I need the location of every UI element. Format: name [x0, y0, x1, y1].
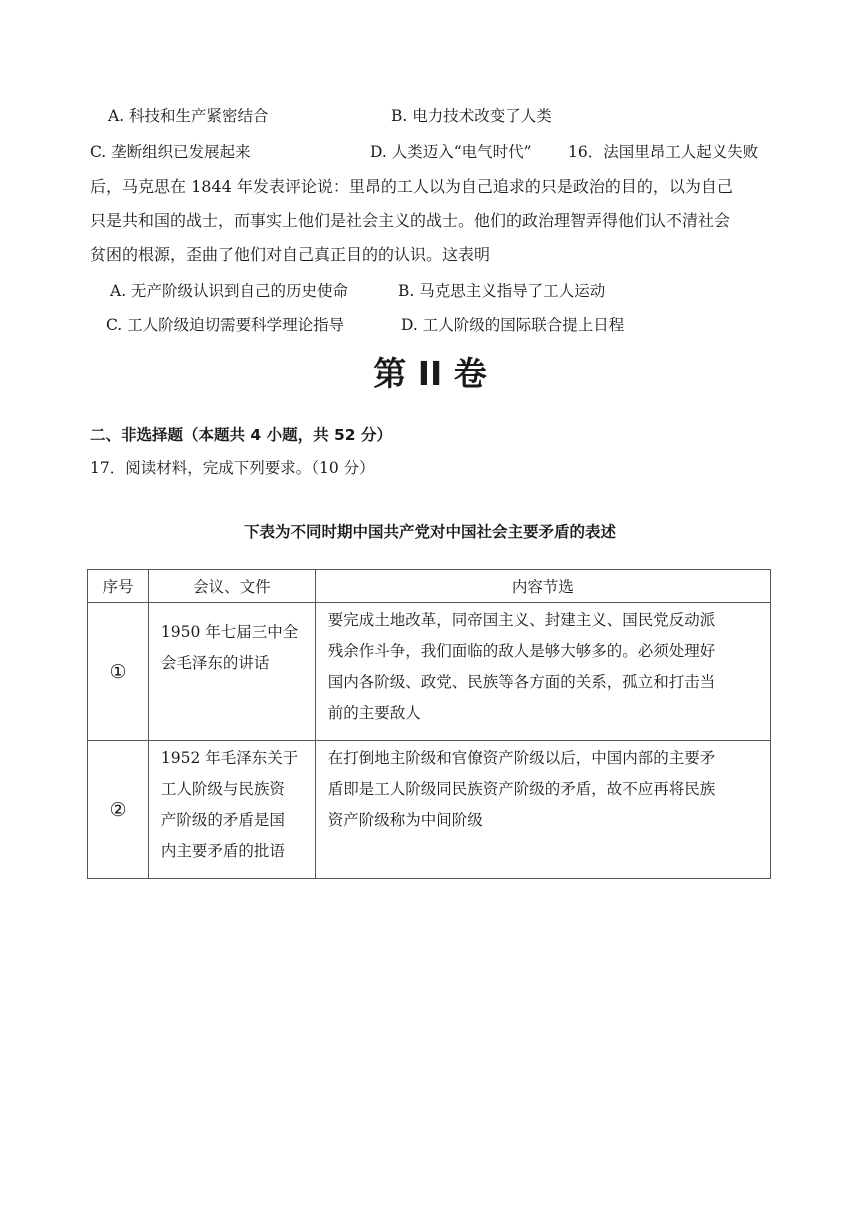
q16-option-a: A. 无产阶级认识到自己的历史使命: [110, 282, 349, 300]
doc-line: 1950 年七届三中全: [160, 623, 299, 641]
row-index: ①: [88, 603, 149, 741]
q15-option-a: A. 科技和生产紧密结合: [108, 107, 269, 125]
q16-option-d: D. 工人阶级的国际联合提上日程: [401, 316, 625, 334]
row-index: ②: [88, 741, 149, 879]
q16-stem-line3: 只是共和国的战士，而事实上他们是社会主义的战士。他们的政治理智弄得他们认不清社会: [90, 211, 731, 230]
table-caption: 下表为不同时期中国共产党对中国社会主要矛盾的表述: [243, 523, 616, 541]
content-line: 国内各阶级、政党、民族等各方面的关系，孤立和打击当: [327, 673, 716, 691]
row-content: [315, 603, 770, 741]
content-line: 前的主要敌人: [327, 704, 421, 722]
header-document: 会议、文件: [148, 570, 315, 603]
q15-option-d: D. 人类迈入“电气时代”: [370, 143, 532, 161]
q16-option-c: C. 工人阶级迫切需要科学理论指导: [106, 316, 345, 334]
q16-stem-line2: 后，马克思在 1844 年发表评论说：里昂的工人以为自己追求的只是政治的目的，以为自己: [90, 177, 733, 196]
table-header-row: [88, 570, 771, 603]
content-line: 要完成土地改革，同帝国主义、封建主义、国民党反动派: [327, 611, 716, 629]
q15-option-b: B. 电力技术改变了人类: [391, 107, 552, 125]
row-document: [148, 603, 315, 741]
q16-option-b: B. 马克思主义指导了工人运动: [398, 282, 606, 300]
header-content: 内容节选: [315, 570, 770, 603]
contradiction-table: [87, 569, 771, 879]
section-title: 二、非选择题（本题共 4 小题，共 52 分）: [90, 426, 392, 444]
content-line: 在打倒地主阶级和官僚资产阶级以后，中国内部的主要矛: [327, 749, 716, 767]
content-line: 资产阶级称为中间阶级: [327, 811, 483, 829]
q16-stem-line1: 16．法国里昂工人起义失败: [568, 143, 759, 161]
table-row: [88, 603, 771, 741]
content-line: 残余作斗争，我们面临的敌人是够大够多的。必须处理好: [327, 642, 716, 660]
doc-line: 会毛泽东的讲话: [160, 654, 270, 672]
header-index: 序号: [88, 570, 149, 603]
row-document: [148, 741, 315, 879]
doc-line: 内主要矛盾的批语: [160, 842, 285, 860]
part-heading: 第 II 卷: [373, 354, 487, 393]
row-content: [315, 741, 770, 879]
doc-line: 产阶级的矛盾是国: [160, 811, 285, 829]
q15-option-c: C. 垄断组织已发展起来: [90, 143, 251, 161]
q16-stem-line4: 贫困的根源，歪曲了他们对自己真正目的的认识。这表明: [90, 245, 491, 264]
doc-line: 1952 年毛泽东关于: [160, 749, 299, 767]
table-row: [88, 741, 771, 879]
question-17-stem: 17．阅读材料，完成下列要求。（10 分）: [90, 459, 375, 477]
doc-line: 工人阶级与民族资: [160, 780, 285, 798]
content-line: 盾即是工人阶级同民族资产阶级的矛盾，故不应再将民族: [327, 780, 716, 798]
